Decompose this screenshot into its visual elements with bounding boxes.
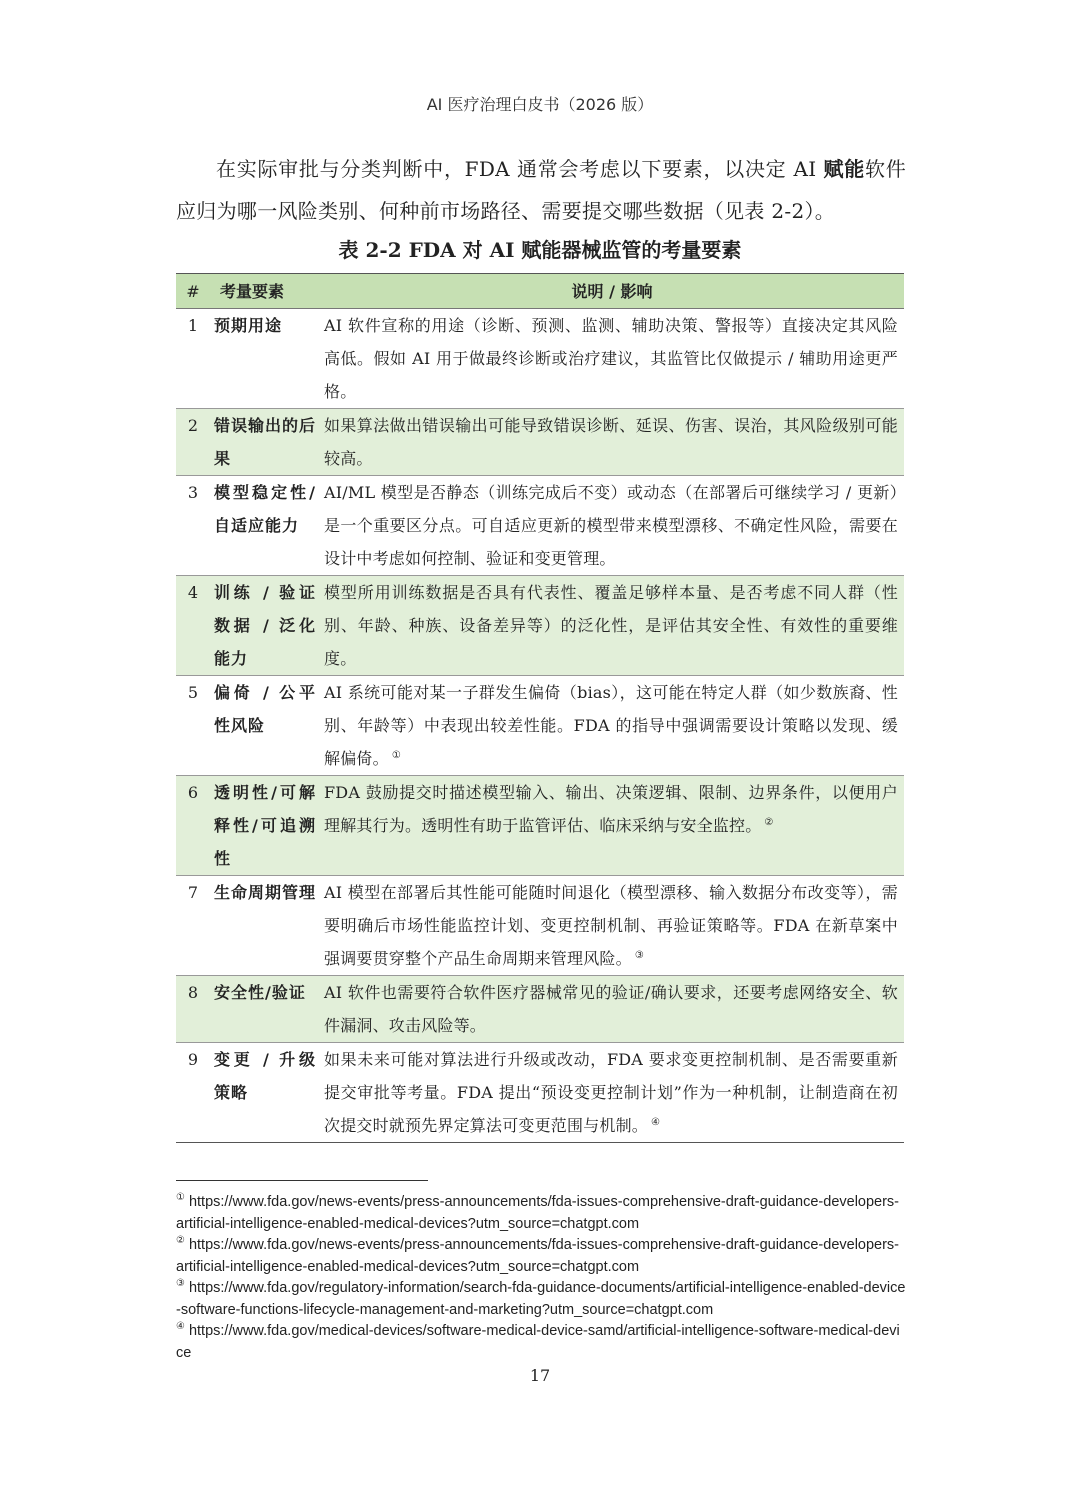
footnote-ref[interactable]: ① (391, 749, 401, 761)
row-description-text: 如果算法做出错误输出可能导致错误诊断、延误、伤害、误治，其风险级别可能较高。 (324, 416, 898, 468)
row-description (320, 309, 904, 409)
intro-text-before: 在实际审批与分类判断中，FDA 通常会考虑以下要素，以决定 AI (216, 157, 824, 181)
row-description-text: AI 模型在部署后其性能可能随时间退化（模型漂移、输入数据分布改变等），需要明确后市场性能监控计划、变更控制机制、再验证策略等。FDA 在新草案中强调要贯穿整个产品生命周期来管理风险。 (324, 883, 898, 968)
row-description (320, 776, 904, 876)
row-number: 9 (176, 1043, 210, 1143)
row-description-text: AI 软件也需要符合软件医疗器械常见的验证/确认要求，还要考虑网络安全、软件漏洞、攻击风险等。 (324, 983, 898, 1035)
row-description-text: FDA 鼓励提交时描述模型输入、输出、决策逻辑、限制、边界条件，以便用户理解其行为。透明性有助于监管评估、临床采纳与安全监控。 (324, 783, 898, 835)
header-desc: 说明 / 影响 (320, 274, 904, 309)
row-description (320, 476, 904, 576)
footnote-ref[interactable]: ② (764, 816, 774, 828)
row-factor: 安全性/验证 (210, 976, 320, 1043)
row-description (320, 976, 904, 1043)
row-number: 3 (176, 476, 210, 576)
footnote-item (176, 1235, 906, 1278)
row-factor: 生命周期管理 (210, 876, 320, 976)
footnotes (176, 1192, 906, 1364)
row-factor: 预期用途 (210, 309, 320, 409)
footnote-item (176, 1321, 906, 1364)
row-factor: 模型稳定性/自适应能力 (210, 476, 320, 576)
row-description (320, 1043, 904, 1143)
row-number: 5 (176, 676, 210, 776)
row-number: 4 (176, 576, 210, 676)
table-header (176, 274, 904, 309)
intro-text-bold: 赋能 (823, 157, 865, 181)
row-description-text: 模型所用训练数据是否具有代表性、覆盖足够样本量、是否考虑不同人群（性别、年龄、种族、设备差异等）的泛化性，是评估其安全性、有效性的重要维度。 (324, 583, 898, 668)
table-row (176, 309, 904, 409)
intro-paragraph (176, 148, 906, 232)
table-row (176, 976, 904, 1043)
table-row (176, 1043, 904, 1143)
footnote-divider (176, 1180, 428, 1181)
row-description-text: 如果未来可能对算法进行升级或改动，FDA 要求变更控制机制、是否需要重新提交审批等考量。FDA 提出“预设变更控制计划”作为一种机制，让制造商在初次提交时就预先界定算法可变更范围与机制。 (324, 1050, 898, 1135)
row-factor: 偏倚 / 公平性风险 (210, 676, 320, 776)
footnote-mark: ④ (176, 1321, 185, 1333)
row-number: 6 (176, 776, 210, 876)
row-description-text: AI 软件宣称的用途（诊断、预测、监测、辅助决策、警报等）直接决定其风险高低。假如 AI 用于做最终诊断或治疗建议，其监管比仅做提示 / 辅助用途更严格。 (324, 316, 898, 401)
row-description-text: AI 系统可能对某一子群发生偏倚（bias），这可能在特定人群（如少数族裔、性别、年龄等）中表现出较差性能。FDA 的指导中强调需要设计策略以发现、缓解偏倚。 (324, 683, 898, 768)
footnote-link[interactable]: https://www.fda.gov/news-events/press-announcements/fda-issues-comprehensive-draft-guidance-developers-artificial-intelligence-enabled-medical-devices?utm_source=chatgpt.com (176, 1237, 900, 1275)
row-description (320, 876, 904, 976)
row-description (320, 576, 904, 676)
row-number: 2 (176, 409, 210, 476)
row-number: 7 (176, 876, 210, 976)
footnote-mark: ① (176, 1192, 185, 1204)
footnote-link[interactable]: https://www.fda.gov/medical-devices/software-medical-device-samd/artificial-intelligence-software-medical-device (176, 1323, 900, 1361)
page-number: 17 (529, 1366, 551, 1385)
intro-text-after: 软件应归为哪一风险类别、何种前市场路径、需要提交哪些数据（见表 2-2）。 (176, 157, 906, 223)
row-description (320, 676, 904, 776)
running-header: AI 医疗治理白皮书（2026 版） (426, 95, 654, 114)
header-num: # (176, 274, 210, 309)
footnote-link[interactable]: https://www.fda.gov/news-events/press-announcements/fda-issues-comprehensive-draft-guidance-developers-artificial-intelligence-enabled-medical-devices?utm_source=chatgpt.com (176, 1194, 900, 1232)
row-factor: 变更 / 升级策略 (210, 1043, 320, 1143)
factors-table (176, 273, 904, 1143)
table-caption: 表 2-2 FDA 对 AI 赋能器械监管的考量要素 (338, 238, 742, 262)
header-factor: 考量要素 (210, 274, 320, 309)
row-factor: 错误输出的后果 (210, 409, 320, 476)
footnote-mark: ③ (176, 1278, 185, 1290)
row-description-text: AI/ML 模型是否静态（训练完成后不变）或动态（在部署后可继续学习 / 更新）是一个重要区分点。可自适应更新的模型带来模型漂移、不确定性风险，需要在设计中考虑如何控制、验证和变更管理。 (324, 483, 898, 568)
footnote-ref[interactable]: ④ (651, 1116, 661, 1128)
table-row (176, 476, 904, 576)
table-row (176, 409, 904, 476)
row-number: 8 (176, 976, 210, 1043)
footnote-link[interactable]: https://www.fda.gov/regulatory-information/search-fda-guidance-documents/artificial-intelligence-enabled-device-software-functions-lifecycle-management-and-marketing?utm_source=chatgpt.com (176, 1280, 906, 1318)
row-description (320, 409, 904, 476)
footnote-ref[interactable]: ③ (634, 949, 644, 961)
footnote-mark: ② (176, 1235, 185, 1247)
table-body (176, 309, 904, 1143)
row-factor: 透明性/可解释性/可追溯性 (210, 776, 320, 876)
footnote-item (176, 1278, 906, 1321)
footnote-item (176, 1192, 906, 1235)
row-factor: 训练 / 验证数据 / 泛化能力 (210, 576, 320, 676)
table-header-row (176, 274, 904, 309)
table-row (176, 676, 904, 776)
table-row (176, 776, 904, 876)
table-row (176, 876, 904, 976)
table-row (176, 576, 904, 676)
row-number: 1 (176, 309, 210, 409)
